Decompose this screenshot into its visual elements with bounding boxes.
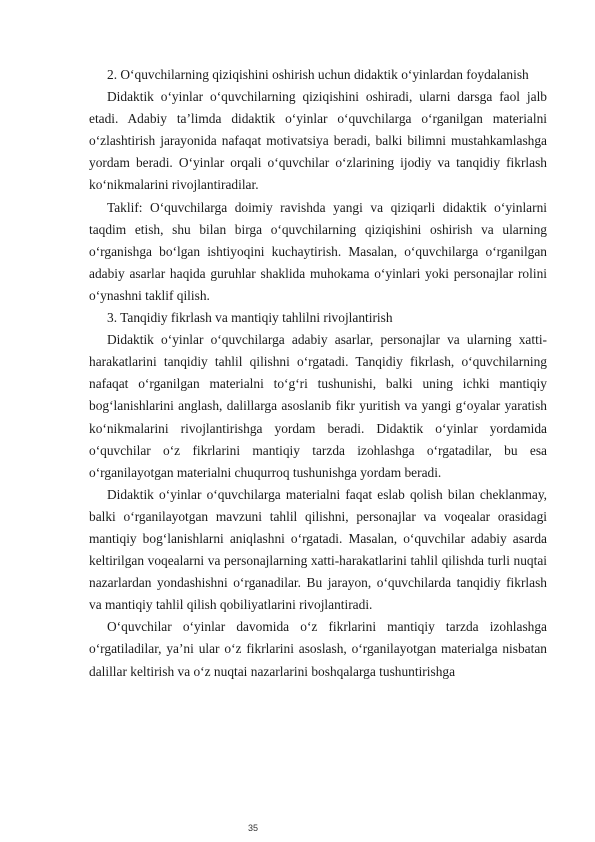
body-paragraph: Didaktik o‘yinlar o‘quvchilarning qiziqishini oshiradi, ularni darsga faol jalb etadi. Adabiy ta’limda didaktik o‘yinlar o‘quvchilarga o‘rganilgan materialni o‘zlashtirish jarayonida nafaqat motivatsiya beradi, balki bilimni mustahkamlashga yordam beradi. O‘yinlar orqali o‘quvchilar o‘zlarining ijodiy va tanqidiy fikrlash ko‘nikmalarini rivojlantiradilar. (89, 89, 547, 193)
body-paragraph: Taklif: O‘quvchilarga doimiy ravishda yangi va qiziqarli didaktik o‘yinlarni taqdim etish, shu bilan birga o‘quvchilarning qiziqishini oshirish va ularning o‘rganishga bo‘lgan ishtiyoqini kuchaytirish. Masalan, o‘quvchilarga o‘rganilgan adabiy asarlar haqida guruhlar shaklida muhokama o‘yinlari yoki personajlar rolini o‘ynashni taklif qilish. (89, 199, 547, 303)
section-heading-2: 2. O‘quvchilarning qiziqishini oshirish uchun didaktik o‘yinlardan foydalanish (107, 67, 529, 82)
body-paragraph: Didaktik o‘yinlar o‘quvchilarga materialni faqat eslab qolish bilan cheklanmay, balki o‘rganilayotgan mavzuni tahlil qilishni, personajlar va voqealar orasidagi mantiqiy bog‘lanishlarni aniqlashni o‘rgatadi. Masalan, o‘quvchilar adabiy asarda keltirilgan voqealarni va personajlarning xatti-harakatlarini tahlil qilishda turli nuqtai nazarlardan yondashishni o‘rganadilar. Bu jarayon, o‘quvchilarda tanqidiy fikrlash va mantiqiy tahlil qilish qobiliyatlarini rivojlantiradi. (89, 486, 547, 613)
body-paragraph: Didaktik o‘yinlar o‘quvchilarga adabiy asarlar, personajlar va ularning xatti-harakatlarini tanqidiy tahlil qilishni o‘rgatadi. Tanqidiy fikrlash, o‘quvchilarning nafaqat o‘rganilgan materialni to‘g‘ri tushunishi, balki uning ichki mantiqiy bog‘lanishlarini anglash, dalillarga asoslanib fikr yuritish va yangi g‘oyalar yaratish ko‘nikmalarini rivojlantirishga yordam beradi. Didaktik o‘yinlar yordamida o‘quvchilar o‘z fikrlarini mantiqiy tarzda izohlashga o‘rgatadilar, bu esa o‘rganilayotgan materialni chuqurroq tushunishga yordam beradi. (89, 332, 547, 480)
section-heading-3: 3. Tanqidiy fikrlash va mantiqiy tahlilni rivojlantirish (107, 310, 393, 326)
document-page (89, 64, 547, 683)
page-number: 35 (247, 823, 258, 833)
body-paragraph: O‘quvchilar o‘yinlar davomida o‘z fikrlarini mantiqiy tarzda izohlashga o‘rgatiladilar, ya’ni ular o‘z fikrlarini asoslash, o‘rganilayotgan materialga nisbatan dalillar keltirish va o‘z nuqtai nazarlarini boshqalarga tushuntirishga (89, 619, 547, 679)
